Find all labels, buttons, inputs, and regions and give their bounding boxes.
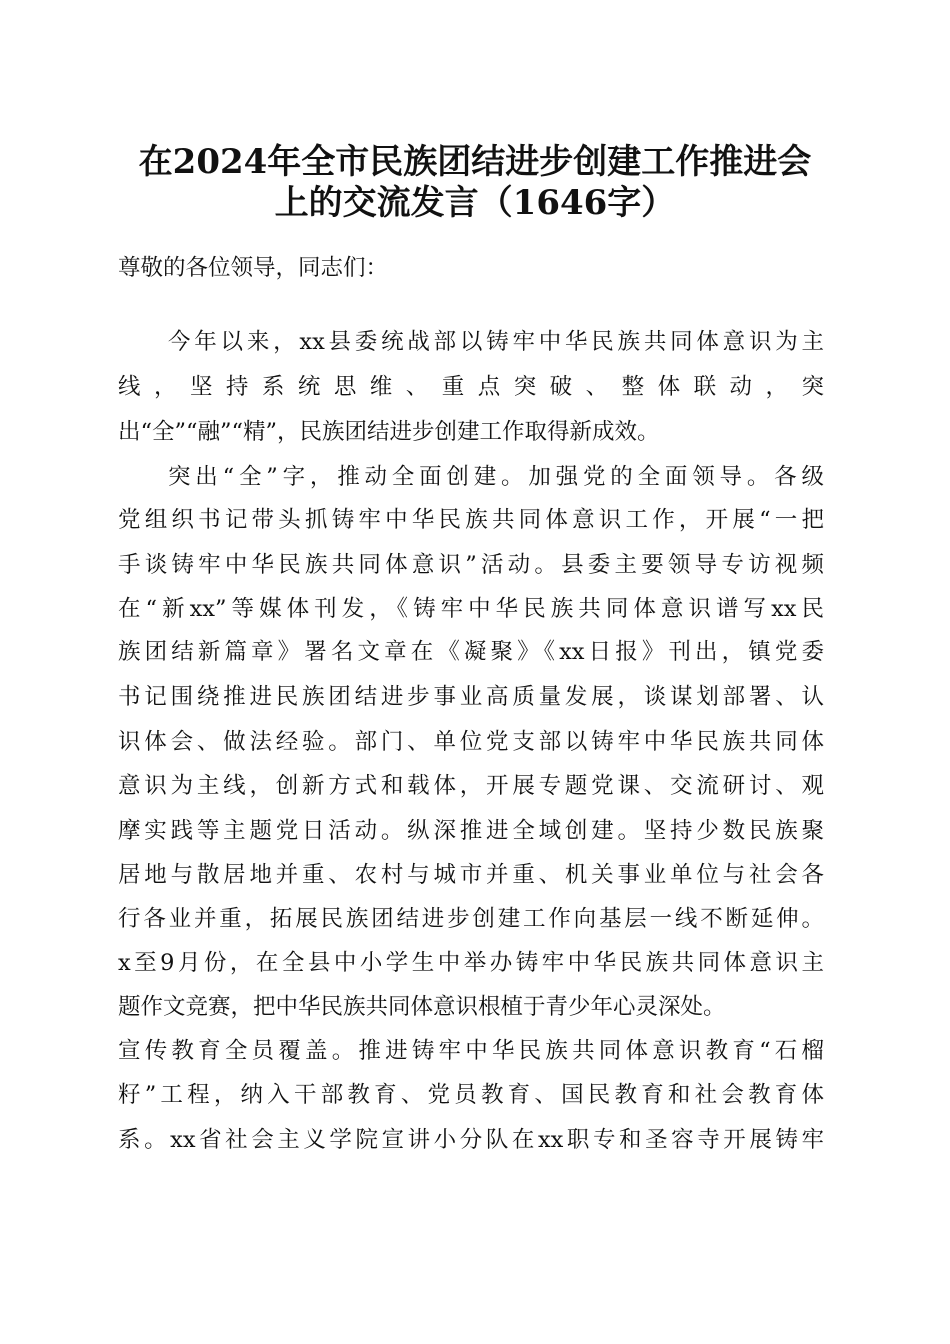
body-line: 意识为主线，创新方式和载体，开展专题党课、交流研讨、观 [118, 773, 824, 799]
body-line: 突出“全”字，推动全面创建。加强党的全面领导。各级 [168, 464, 824, 490]
body-line: 出“全”“融”“精”，民族团结进步创建工作取得新成效。 [118, 419, 660, 445]
body-line: 在“新xx”等媒体刊发，《铸牢中华民族共同体意识谱写xx民 [118, 596, 824, 622]
document-title-line-2: 上的交流发言（1646字） [274, 183, 676, 223]
body-line: 识体会、做法经验。部门、单位党支部以铸牢中华民族共同体 [118, 729, 824, 755]
body-line: 族团结新篇章》署名文章在《凝聚》《xx日报》刊出，镇党委 [118, 639, 824, 665]
body-line: 宣传教育全员覆盖。推进铸牢中华民族共同体意识教育“石榴 [118, 1038, 824, 1064]
body-line: 书记围绕推进民族团结进步事业高质量发展，谈谋划部署、认 [118, 684, 824, 710]
document-title-line-1: 在2024年全市民族团结进步创建工作推进会 [138, 142, 812, 182]
body-line: 线，坚持系统思维、重点突破、整体联动，突 [118, 374, 824, 400]
body-line: 籽”工程，纳入干部教育、党员教育、国民教育和社会教育体 [118, 1082, 824, 1108]
body-line: x至9月份，在全县中小学生中举办铸牢中华民族共同体意识主 [118, 950, 824, 976]
body-line: 题作文竞赛，把中华民族共同体意识根植于青少年心灵深处。 [118, 994, 726, 1020]
salutation: 尊敬的各位领导，同志们： [118, 255, 389, 281]
body-line: 党组织书记带头抓铸牢中华民族共同体意识工作，开展“一把 [118, 507, 824, 533]
body-line: 居地与散居地并重、农村与城市并重、机关事业单位与社会各 [118, 862, 824, 888]
body-line: 摩实践等主题党日活动。纵深推进全域创建。坚持少数民族聚 [118, 818, 824, 844]
body-line: 系。xx省社会主义学院宣讲小分队在xx职专和圣容寺开展铸牢 [118, 1127, 824, 1153]
body-line: 行各业并重，拓展民族团结进步创建工作向基层一线不断延伸。 [118, 906, 824, 932]
body-line: 手谈铸牢中华民族共同体意识”活动。县委主要领导专访视频 [118, 552, 824, 578]
body-line: 今年以来，xx县委统战部以铸牢中华民族共同体意识为主 [168, 329, 824, 355]
